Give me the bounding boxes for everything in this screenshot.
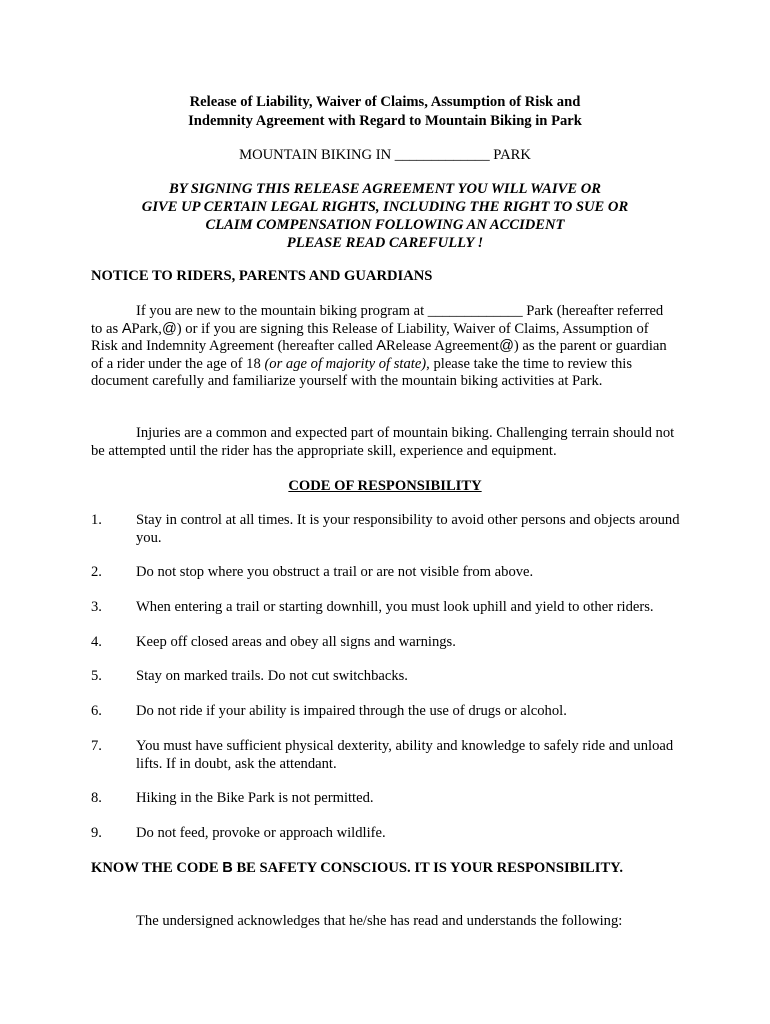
code-item-text: You must have sufficient physical dexterity, ability and knowledge to safely ride and unload lifts. If in doubt, ask the attendant. — [136, 738, 674, 772]
document-title — [0, 93, 770, 131]
code-item-text: Stay in control at all times. It is your responsibility to avoid other persons and objects around you. — [136, 512, 680, 546]
intro-text-i: ) as the parent or guardian of a rider under the age of 18 — [91, 338, 667, 372]
acknowledgement-line: The undersigned acknowledges that he/she has read and understands the following: — [136, 913, 623, 929]
code-item-text: Do not stop where you obstruct a trail or are not visible from above. — [136, 564, 534, 580]
code-heading: CODE OF RESPONSIBILITY — [288, 478, 482, 494]
intro-glyph-h: @ — [499, 338, 514, 355]
code-item-text: Hiking in the Bike Park is not permitted. — [136, 790, 374, 806]
code-item-number: 8. — [91, 790, 102, 806]
intro-text-c: Park, — [131, 320, 162, 337]
code-item-text: Stay on marked trails. Do not cut switchbacks. — [136, 668, 408, 684]
code-item-text: When entering a trail or starting downhill, you must look uphill and yield to other riders. — [136, 599, 654, 615]
intro-text-a: If you are new to the mountain biking program at _____________ Park (hereafter referred to as — [91, 303, 664, 337]
intro-glyph-f: A — [376, 338, 387, 355]
code-item-number: 5. — [91, 668, 102, 684]
code-item-number: 2. — [91, 564, 102, 580]
warning-line-2: GIVE UP CERTAIN LEGAL RIGHTS, INCLUDING THE RIGHT TO SUE OR — [141, 199, 629, 215]
intro-text-g: Release Agreement — [386, 338, 500, 355]
code-item-number: 7. — [91, 738, 102, 754]
know-code-text-a: KNOW THE CODE — [91, 860, 223, 876]
code-item-number: 3. — [91, 599, 102, 615]
code-item-text: Do not feed, provoke or approach wildlife. — [136, 825, 386, 841]
code-item-text: Do not ride if your ability is impaired through the use of drugs or alcohol. — [136, 703, 567, 719]
intro-glyph-a: A — [121, 320, 132, 337]
warning-line-3: CLAIM COMPENSATION FOLLOWING AN ACCIDENT — [205, 217, 565, 233]
document-subtitle: MOUNTAIN BIKING IN _____________ PARK — [239, 147, 531, 163]
code-item-number: 4. — [91, 634, 102, 650]
intro-glyph-d: @ — [161, 320, 177, 337]
know-the-code-line — [91, 859, 623, 877]
know-code-glyph: B — [222, 860, 233, 876]
know-code-text-c: BE SAFETY CONSCIOUS. IT IS YOUR RESPONSIBILITY. — [232, 860, 624, 876]
warning-line-1: BY SIGNING THIS RELEASE AGREEMENT YOU WILL WAIVE OR — [169, 181, 601, 197]
injuries-paragraph — [91, 425, 676, 460]
notice-heading: NOTICE TO RIDERS, PARENTS AND GUARDIANS — [91, 268, 433, 284]
intro-text-j: (or age of majority of state) — [264, 355, 427, 372]
injuries-text: Injuries are a common and expected part of mountain biking. Challenging terrain should not be attempted until the rider has the appropriate skill, experience and equipment. — [91, 425, 675, 459]
code-item-number: 6. — [91, 703, 102, 719]
warning-line-4: PLEASE READ CAREFULLY ! — [286, 235, 484, 251]
title-line-2: Indemnity Agreement with Regard to Mountain Biking in Park — [188, 113, 582, 129]
code-item-number: 9. — [91, 825, 102, 841]
intro-text-e: ) or if you are signing this Release of Liability, Waiver of Claims, Assumption of Risk and Indemnity Agreement (hereafter called — [91, 320, 649, 355]
waiver-warning — [0, 180, 770, 252]
intro-text-k: , please take the time to review this document carefully and familiarize yourself with the mountain biking activities at Park. — [91, 355, 633, 390]
intro-paragraph — [91, 303, 676, 391]
title-line-1: Release of Liability, Waiver of Claims, Assumption of Risk and — [189, 94, 581, 110]
code-item-number: 1. — [91, 512, 102, 528]
code-item-text: Keep off closed areas and obey all signs and warnings. — [136, 634, 456, 650]
